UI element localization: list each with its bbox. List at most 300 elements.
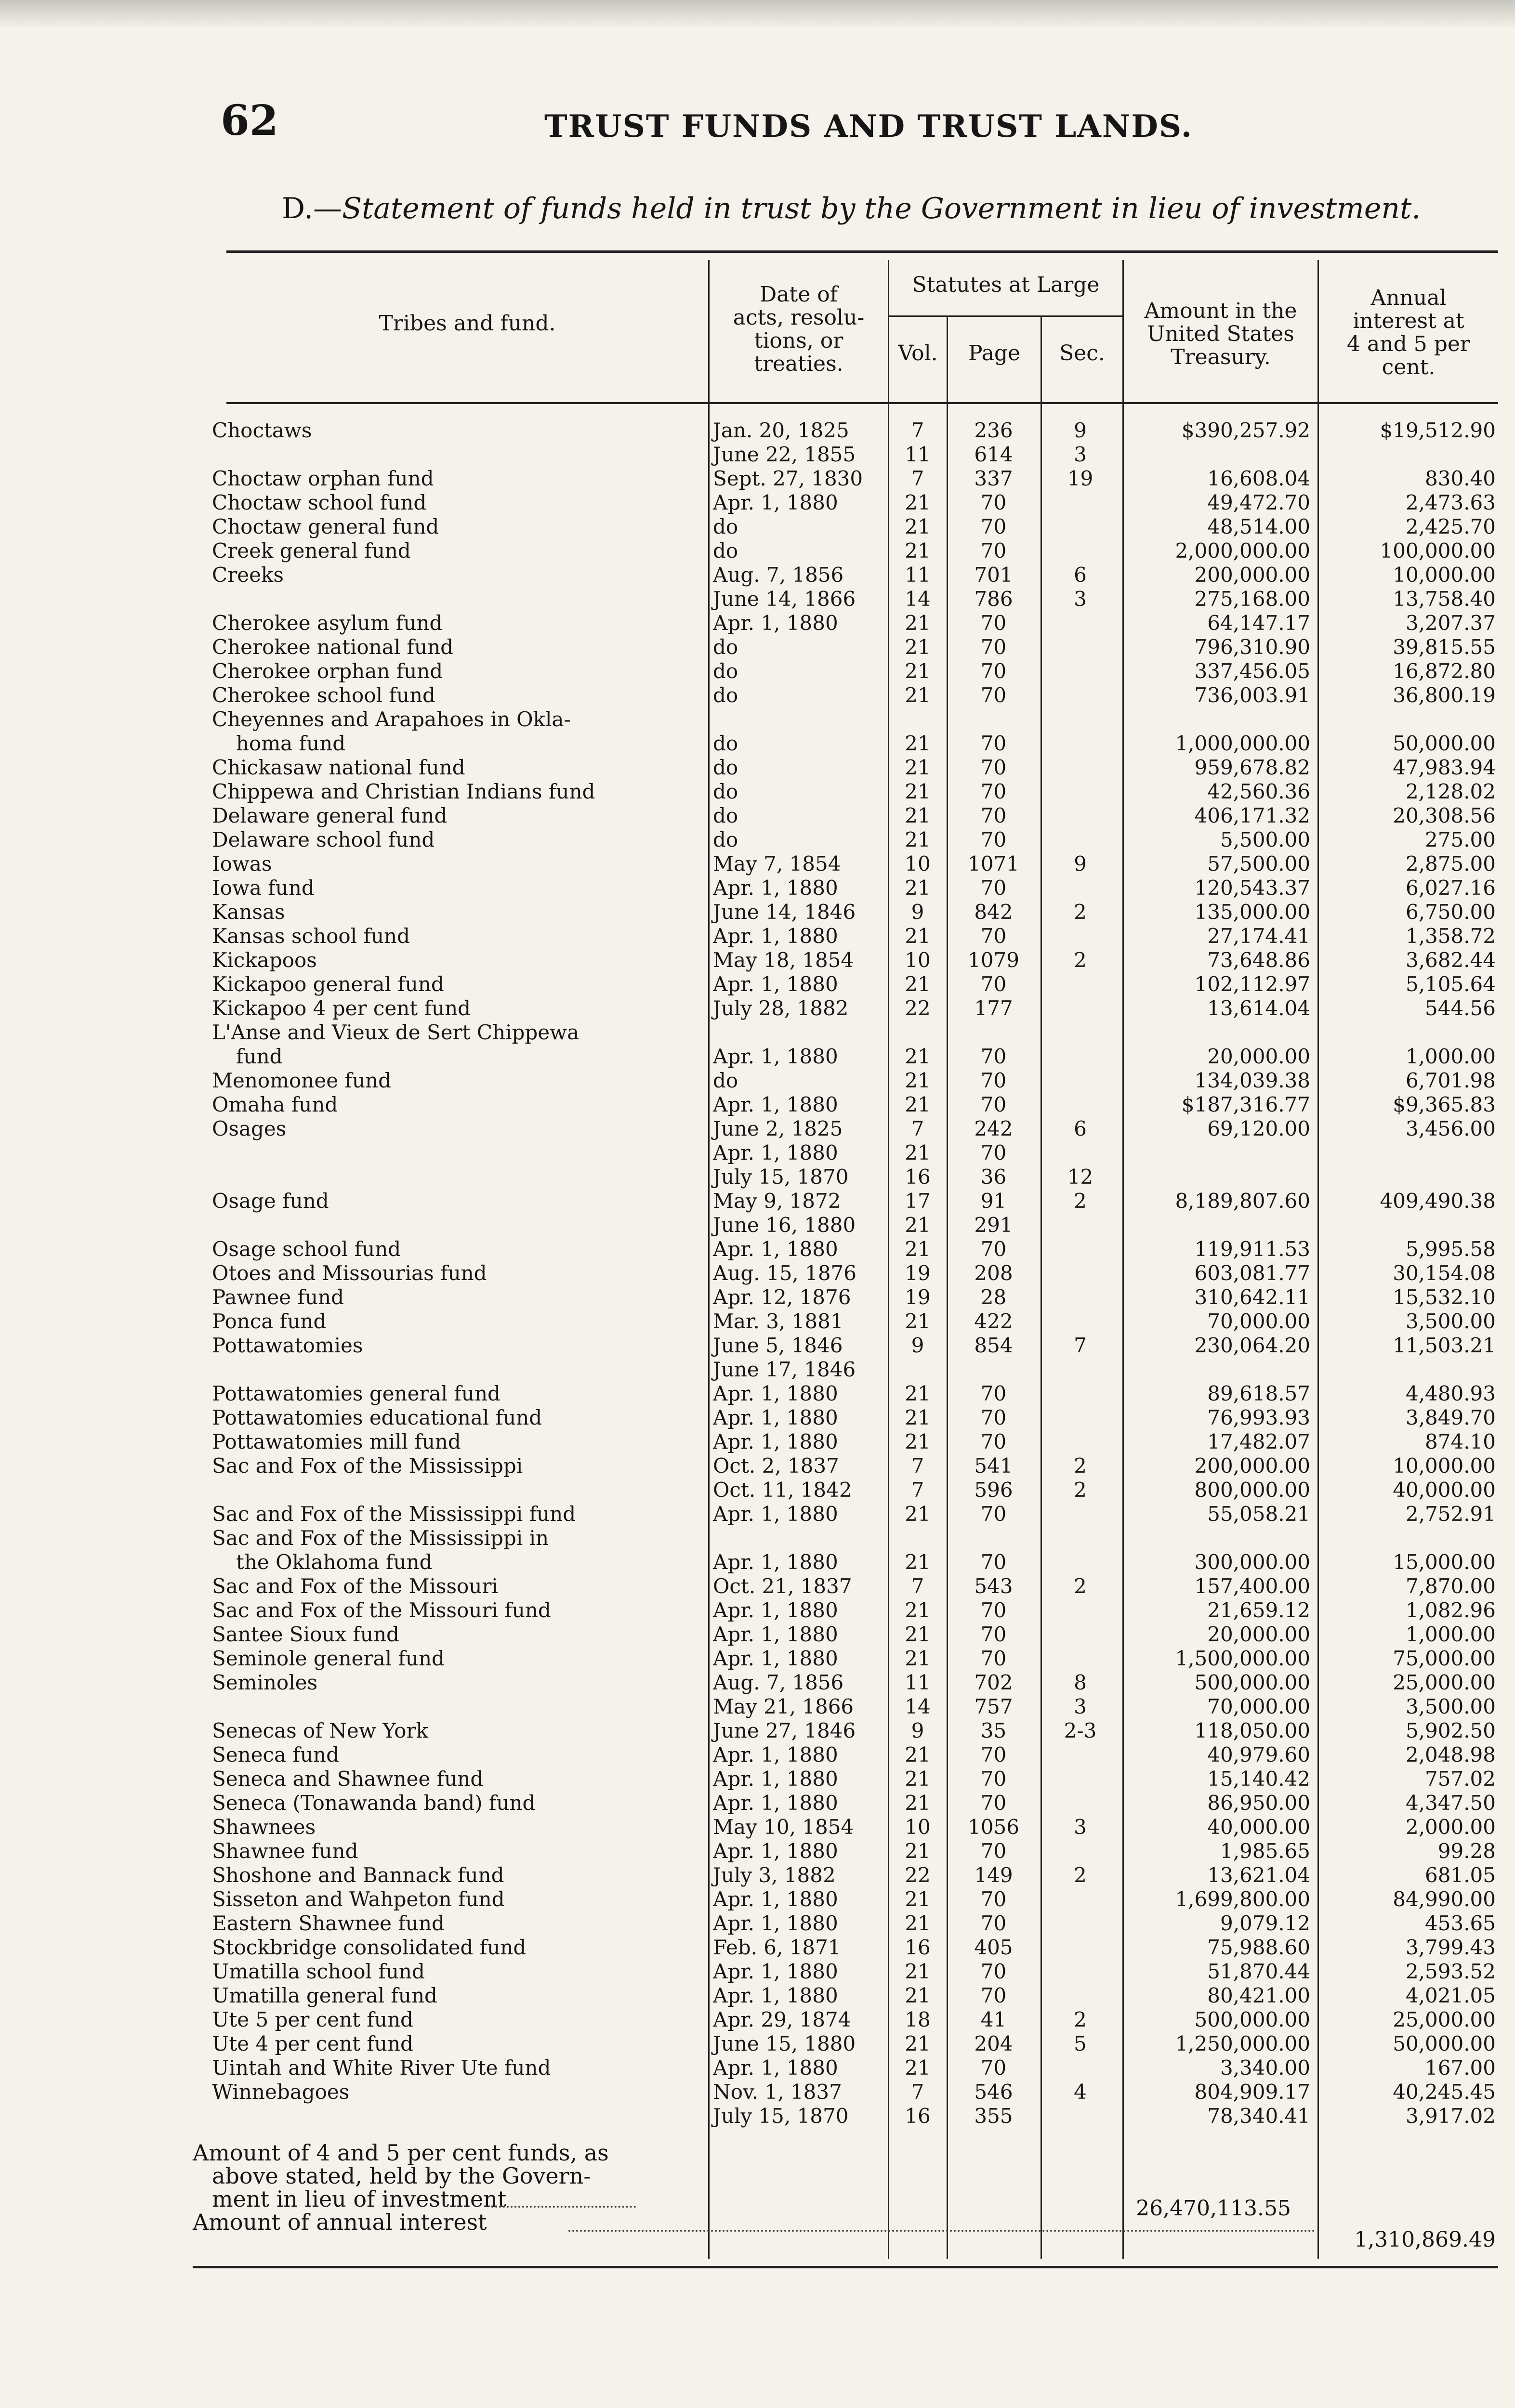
cell-amount: 157,400.00 xyxy=(1194,1574,1310,1598)
cell-page: 405 xyxy=(974,1936,1013,1959)
cell-sec: 2 xyxy=(1074,1189,1087,1213)
header-vol: Vol. xyxy=(898,341,938,366)
cell-amount: 13,621.04 xyxy=(1207,1863,1310,1887)
cell-page: 91 xyxy=(980,1189,1007,1213)
cell-tribe-fund: Sac and Fox of the Missouri xyxy=(212,1575,498,1598)
table-row xyxy=(0,1936,1515,1960)
cell-sec: 9 xyxy=(1074,852,1087,876)
cell-date: Apr. 1, 1880 xyxy=(713,1406,838,1429)
cell-interest: $9,365.83 xyxy=(1393,1093,1496,1116)
cell-amount: 736,003.91 xyxy=(1194,683,1310,707)
table-row xyxy=(0,1912,1515,1936)
cell-date: Nov. 1, 1837 xyxy=(713,2080,842,2104)
cell-page: 70 xyxy=(980,1887,1007,1911)
cell-interest: 7,870.00 xyxy=(1405,1574,1496,1598)
cell-tribe-fund: Pottawatomies educational fund xyxy=(212,1406,542,1429)
cell-amount: 275,168.00 xyxy=(1194,587,1310,611)
cell-tribe-fund: Choctaws xyxy=(212,419,312,442)
cell-tribe-fund: Shawnees xyxy=(212,1816,316,1839)
cell-interest: 100,000.00 xyxy=(1380,539,1496,563)
header-interest-l1: Annual xyxy=(1370,286,1447,310)
table-row xyxy=(0,1503,1515,1527)
cell-tribe-fund: Delaware general fund xyxy=(212,804,448,827)
cell-interest: 25,000.00 xyxy=(1393,2008,1496,2031)
cell-date: Oct. 11, 1842 xyxy=(713,1478,852,1502)
cell-vol: 10 xyxy=(905,1815,931,1839)
cell-tribe-fund: Eastern Shawnee fund xyxy=(212,1912,445,1935)
cell-interest: 4,480.93 xyxy=(1405,1382,1496,1405)
cell-page: 70 xyxy=(980,1647,1007,1670)
cell-interest: 3,500.00 xyxy=(1405,1309,1496,1333)
cell-date: Apr. 1, 1880 xyxy=(713,1839,838,1863)
cell-tribe-fund: Kansas xyxy=(212,901,285,924)
table-row xyxy=(0,2008,1515,2032)
table-row xyxy=(0,491,1515,515)
cell-date: Apr. 1, 1880 xyxy=(713,1887,838,1911)
cell-amount: $187,316.77 xyxy=(1181,1093,1310,1116)
table-row xyxy=(0,1719,1515,1743)
cell-page: 596 xyxy=(974,1478,1013,1502)
table-row xyxy=(0,636,1515,660)
cell-page: 35 xyxy=(980,1719,1007,1742)
cell-amount: 13,614.04 xyxy=(1207,996,1310,1020)
cell-tribe-fund: Kickapoo 4 per cent fund xyxy=(212,997,471,1020)
table-row xyxy=(0,1864,1515,1888)
cell-sec: 3 xyxy=(1074,1695,1087,1718)
cell-vol: 21 xyxy=(905,2032,931,2055)
cell-amount: 118,050.00 xyxy=(1194,1719,1310,1742)
cell-interest: 3,917.02 xyxy=(1405,2104,1496,2128)
cell-tribe-fund: Omaha fund xyxy=(212,1093,338,1116)
cell-vol: 21 xyxy=(905,828,931,851)
total-label-l3: ment in lieu of investment xyxy=(212,2186,507,2212)
cell-amount: 200,000.00 xyxy=(1194,563,1310,587)
cell-sec: 6 xyxy=(1074,563,1087,587)
cell-sec: 2 xyxy=(1074,900,1087,924)
table-row xyxy=(0,1141,1515,1165)
cell-interest: 409,490.38 xyxy=(1380,1189,1496,1213)
table-row xyxy=(0,708,1515,732)
cell-amount: $390,257.92 xyxy=(1181,419,1310,442)
table-row xyxy=(0,1984,1515,2008)
table-row xyxy=(0,1792,1515,1816)
cell-amount: 603,081.77 xyxy=(1194,1261,1310,1285)
cell-vol: 21 xyxy=(905,2056,931,2080)
cell-page: 70 xyxy=(980,780,1007,803)
header-date-l3: tions, or xyxy=(754,328,843,353)
cell-page: 70 xyxy=(980,1045,1007,1068)
cell-tribe-fund: Otoes and Missourias fund xyxy=(212,1262,487,1285)
cell-page: 36 xyxy=(980,1165,1007,1189)
cell-vol: 21 xyxy=(905,732,931,755)
cell-tribe-fund: Uintah and White River Ute fund xyxy=(212,2056,551,2080)
table-row xyxy=(0,2056,1515,2081)
cell-vol: 21 xyxy=(905,1069,931,1092)
table-row xyxy=(0,1238,1515,1262)
cell-vol: 21 xyxy=(905,756,931,779)
cell-tribe-fund: Cherokee orphan fund xyxy=(212,660,443,683)
table-row xyxy=(0,828,1515,852)
cell-tribe-fund: Chippewa and Christian Indians fund xyxy=(212,780,595,803)
cell-date: Apr. 29, 1874 xyxy=(713,2008,851,2031)
table-row xyxy=(0,1575,1515,1599)
cell-date: Apr. 1, 1880 xyxy=(713,972,838,996)
cell-interest: 3,207.37 xyxy=(1405,611,1496,635)
cell-tribe-fund: Seminoles xyxy=(212,1671,318,1694)
cell-date: Apr. 1, 1880 xyxy=(713,924,838,948)
cell-amount: 500,000.00 xyxy=(1194,1671,1310,1694)
cell-page: 70 xyxy=(980,1406,1007,1429)
cell-page: 70 xyxy=(980,1502,1007,1526)
table-row xyxy=(0,949,1515,973)
table-row xyxy=(0,1262,1515,1286)
cell-page: 70 xyxy=(980,2056,1007,2080)
table-row xyxy=(0,1069,1515,1093)
cell-amount: 20,000.00 xyxy=(1207,1623,1310,1646)
cell-vol: 21 xyxy=(905,1237,931,1261)
cell-amount: 1,699,800.00 xyxy=(1175,1887,1310,1911)
table-row xyxy=(0,1165,1515,1190)
cell-interest: 50,000.00 xyxy=(1393,2032,1496,2055)
cell-tribe-fund: Osage school fund xyxy=(212,1238,401,1261)
cell-tribe-fund: the Oklahoma fund xyxy=(236,1551,433,1574)
table-row xyxy=(0,1117,1515,1141)
table-row xyxy=(0,1382,1515,1406)
cell-page: 702 xyxy=(974,1671,1013,1694)
cell-tribe-fund: fund xyxy=(236,1045,283,1068)
cell-vol: 11 xyxy=(905,443,931,466)
cell-tribe-fund: Cherokee school fund xyxy=(212,684,435,707)
cell-vol: 16 xyxy=(905,1165,931,1189)
table-row xyxy=(0,1214,1515,1238)
cell-amount: 75,988.60 xyxy=(1207,1936,1310,1959)
cell-tribe-fund: Umatilla school fund xyxy=(212,1960,425,1983)
total-leader-2 xyxy=(568,2230,1315,2232)
cell-interest: 681.05 xyxy=(1425,1863,1496,1887)
table-row xyxy=(0,1334,1515,1358)
cell-date: May 18, 1854 xyxy=(713,948,854,972)
cell-page: 70 xyxy=(980,732,1007,755)
cell-amount: 310,642.11 xyxy=(1194,1285,1310,1309)
cell-date: May 9, 1872 xyxy=(713,1189,841,1213)
cell-date: May 10, 1854 xyxy=(713,1815,854,1839)
table-row xyxy=(0,1671,1515,1695)
cell-page: 70 xyxy=(980,1430,1007,1453)
cell-amount: 796,310.90 xyxy=(1194,635,1310,659)
cell-vol: 7 xyxy=(911,1478,924,1502)
cell-page: 70 xyxy=(980,515,1007,538)
cell-sec: 3 xyxy=(1074,587,1087,611)
table-row xyxy=(0,1093,1515,1117)
cell-tribe-fund: Choctaw general fund xyxy=(212,515,439,538)
cell-amount: 134,039.38 xyxy=(1194,1069,1310,1092)
cell-page: 28 xyxy=(980,1285,1007,1309)
cell-tribe-fund: Kickapoo general fund xyxy=(212,973,444,996)
table-row xyxy=(0,997,1515,1021)
cell-page: 70 xyxy=(980,1069,1007,1092)
header-amount-l3: Treasury. xyxy=(1171,345,1271,369)
cell-page: 204 xyxy=(974,2032,1013,2055)
cell-date: Apr. 1, 1880 xyxy=(713,1237,838,1261)
cell-date: July 3, 1882 xyxy=(713,1863,836,1887)
table-row xyxy=(0,1743,1515,1767)
cell-tribe-fund: Pawnee fund xyxy=(212,1286,344,1309)
cell-interest: 1,082.96 xyxy=(1405,1598,1496,1622)
table-row xyxy=(0,684,1515,708)
cell-vol: 21 xyxy=(905,1767,931,1791)
cell-amount: 1,000,000.00 xyxy=(1175,732,1310,755)
cell-interest: 2,000.00 xyxy=(1405,1815,1496,1839)
cell-tribe-fund: Osages xyxy=(212,1117,287,1140)
cell-amount: 800,000.00 xyxy=(1194,1478,1310,1502)
cell-interest: 874.10 xyxy=(1425,1430,1496,1453)
cell-amount: 406,171.32 xyxy=(1194,804,1310,827)
header-statutes: Statutes at Large xyxy=(912,273,1100,297)
cell-amount: 48,514.00 xyxy=(1207,515,1310,538)
cell-vol: 21 xyxy=(905,1382,931,1405)
cell-tribe-fund: L'Anse and Vieux de Sert Chippewa xyxy=(212,1021,580,1044)
running-head: TRUST FUNDS AND TRUST LANDS. xyxy=(544,108,1193,144)
table-row xyxy=(0,539,1515,563)
cell-amount: 135,000.00 xyxy=(1194,900,1310,924)
cell-tribe-fund: Umatilla general fund xyxy=(212,1984,437,2007)
cell-date: Apr. 1, 1880 xyxy=(713,1382,838,1405)
cell-page: 70 xyxy=(980,1550,1007,1574)
cell-sec: 2-3 xyxy=(1064,1719,1097,1742)
cell-date: May 21, 1866 xyxy=(713,1695,854,1718)
cell-vol: 16 xyxy=(905,2104,931,2128)
cell-amount: 42,560.36 xyxy=(1207,780,1310,803)
cell-interest: 15,000.00 xyxy=(1393,1550,1496,1574)
cell-tribe-fund: Shoshone and Bannack fund xyxy=(212,1864,504,1887)
cell-interest: 3,456.00 xyxy=(1405,1117,1496,1140)
cell-interest: 50,000.00 xyxy=(1393,732,1496,755)
table-row xyxy=(0,1623,1515,1647)
cell-vol: 7 xyxy=(911,419,924,442)
cell-vol: 21 xyxy=(905,1598,931,1622)
cell-amount: 230,064.20 xyxy=(1194,1334,1310,1357)
cell-vol: 22 xyxy=(905,1863,931,1887)
cell-interest: 30,154.08 xyxy=(1393,1261,1496,1285)
cell-page: 70 xyxy=(980,611,1007,635)
cell-vol: 22 xyxy=(905,996,931,1020)
cell-amount: 40,000.00 xyxy=(1207,1815,1310,1839)
cell-interest: 275.00 xyxy=(1425,828,1496,851)
cell-date: June 22, 1855 xyxy=(713,443,856,466)
cell-amount: 49,472.70 xyxy=(1207,491,1310,514)
cell-amount: 64,147.17 xyxy=(1207,611,1310,635)
table-row xyxy=(0,612,1515,636)
table-row xyxy=(0,419,1515,443)
cell-vol: 18 xyxy=(905,2008,931,2031)
cell-date: May 7, 1854 xyxy=(713,852,841,876)
cell-sec: 9 xyxy=(1074,419,1087,442)
cell-date: July 15, 1870 xyxy=(713,2104,849,2128)
cell-tribe-fund: Sac and Fox of the Missouri fund xyxy=(212,1599,551,1622)
cell-page: 70 xyxy=(980,1623,1007,1646)
table-row xyxy=(0,515,1515,539)
cell-vol: 7 xyxy=(911,1574,924,1598)
page-number: 62 xyxy=(221,96,278,145)
cell-vol: 21 xyxy=(905,876,931,900)
cell-date: June 2, 1825 xyxy=(713,1117,843,1140)
cell-tribe-fund: Kickapoos xyxy=(212,949,317,972)
cell-interest: 3,849.70 xyxy=(1405,1406,1496,1429)
cell-page: 41 xyxy=(980,2008,1007,2031)
cell-page: 70 xyxy=(980,1767,1007,1791)
cell-sec: 2 xyxy=(1074,2008,1087,2031)
header-page: Page xyxy=(968,341,1021,366)
cell-interest: 6,027.16 xyxy=(1405,876,1496,900)
cell-tribe-fund: Cherokee national fund xyxy=(212,636,454,659)
cell-amount: 9,079.12 xyxy=(1220,1911,1310,1935)
cell-sec: 5 xyxy=(1074,2032,1087,2055)
table-row xyxy=(0,2105,1515,2129)
cell-page: 70 xyxy=(980,1382,1007,1405)
cell-amount: 27,174.41 xyxy=(1207,924,1310,948)
cell-amount: 804,909.17 xyxy=(1194,2080,1310,2104)
cell-page: 70 xyxy=(980,972,1007,996)
table-row xyxy=(0,1599,1515,1623)
table-row xyxy=(0,1310,1515,1334)
cell-amount: 76,993.93 xyxy=(1207,1406,1310,1429)
cell-vol: 21 xyxy=(905,659,931,683)
cell-tribe-fund: Cheyennes and Arapahoes in Okla- xyxy=(212,708,571,731)
header-sec: Sec. xyxy=(1059,341,1105,366)
header-date-l1: Date of xyxy=(760,282,838,307)
table-row xyxy=(0,1454,1515,1479)
cell-page: 70 xyxy=(980,1839,1007,1863)
cell-sec: 2 xyxy=(1074,1478,1087,1502)
cell-date: Apr. 1, 1880 xyxy=(713,1984,838,2007)
cell-tribe-fund: Seneca and Shawnee fund xyxy=(212,1767,484,1791)
cell-amount: 73,648.86 xyxy=(1207,948,1310,972)
cell-interest: 5,105.64 xyxy=(1405,972,1496,996)
table-row xyxy=(0,1888,1515,1912)
cell-interest: 3,500.00 xyxy=(1405,1695,1496,1718)
cell-vol: 21 xyxy=(905,683,931,707)
cell-vol: 21 xyxy=(905,1430,931,1453)
cell-date: Oct. 2, 1837 xyxy=(713,1454,839,1478)
cell-date: Apr. 1, 1880 xyxy=(713,2056,838,2080)
table-row xyxy=(0,1960,1515,1984)
cell-interest: 20,308.56 xyxy=(1393,804,1496,827)
cell-date: do xyxy=(713,635,738,659)
header-date-l4: treaties. xyxy=(754,352,843,376)
cell-date: Apr. 1, 1880 xyxy=(713,1045,838,1068)
cell-amount: 15,140.42 xyxy=(1207,1767,1310,1791)
cell-tribe-fund: Sac and Fox of the Mississippi in xyxy=(212,1527,549,1550)
cell-amount: 500,000.00 xyxy=(1194,2008,1310,2031)
cell-tribe-fund: Pottawatomies mill fund xyxy=(212,1430,461,1453)
cell-tribe-fund: Ponca fund xyxy=(212,1310,327,1333)
header-interest-l4: cent. xyxy=(1382,355,1436,380)
cell-sec: 2 xyxy=(1074,1454,1087,1478)
cell-vol: 21 xyxy=(905,1791,931,1815)
cell-page: 355 xyxy=(974,2104,1013,2128)
cell-vol: 21 xyxy=(905,972,931,996)
cell-date: Mar. 3, 1881 xyxy=(713,1309,843,1333)
cell-interest: 13,758.40 xyxy=(1393,587,1496,611)
table-row xyxy=(0,588,1515,612)
cell-vol: 21 xyxy=(905,1839,931,1863)
cell-page: 786 xyxy=(974,587,1013,611)
cell-tribe-fund: Delaware school fund xyxy=(212,828,435,851)
cell-date: do xyxy=(713,780,738,803)
cell-page: 70 xyxy=(980,1093,1007,1116)
cell-tribe-fund: Sac and Fox of the Mississippi fund xyxy=(212,1503,576,1526)
cell-tribe-fund: Kansas school fund xyxy=(212,925,410,948)
cell-page: 70 xyxy=(980,539,1007,563)
total-label-l2: above stated, held by the Govern- xyxy=(212,2163,591,2189)
table-row xyxy=(0,732,1515,756)
cell-page: 70 xyxy=(980,659,1007,683)
table-row xyxy=(0,1190,1515,1214)
cell-page: 70 xyxy=(980,1237,1007,1261)
cell-date: June 14, 1866 xyxy=(713,587,856,611)
cell-page: 70 xyxy=(980,491,1007,514)
header-interest-l2: interest at xyxy=(1353,309,1464,333)
cell-interest: 40,245.45 xyxy=(1393,2080,1496,2104)
cell-interest: 47,983.94 xyxy=(1393,756,1496,779)
cell-date: Oct. 21, 1837 xyxy=(713,1574,852,1598)
cell-interest: 6,701.98 xyxy=(1405,1069,1496,1092)
cell-sec: 8 xyxy=(1074,1671,1087,1694)
cell-amount: 21,659.12 xyxy=(1207,1598,1310,1622)
cell-tribe-fund: Pottawatomies xyxy=(212,1334,363,1357)
cell-sec: 3 xyxy=(1074,1815,1087,1839)
cell-vol: 10 xyxy=(905,852,931,876)
cell-page: 614 xyxy=(974,443,1013,466)
table-row xyxy=(0,443,1515,467)
cell-date: Aug. 15, 1876 xyxy=(713,1261,856,1285)
cell-vol: 21 xyxy=(905,1141,931,1165)
cell-vol: 7 xyxy=(911,2080,924,2104)
total-label-l1: Amount of 4 and 5 per cent funds, as xyxy=(193,2140,609,2166)
cell-vol: 19 xyxy=(905,1285,931,1309)
cell-interest: 2,593.52 xyxy=(1405,1960,1496,1983)
cell-tribe-fund: Choctaw school fund xyxy=(212,491,427,514)
header-amount-l1: Amount in the xyxy=(1144,299,1297,323)
table-row xyxy=(0,1551,1515,1575)
cell-interest: 2,048.98 xyxy=(1405,1743,1496,1767)
cell-vol: 21 xyxy=(905,1406,931,1429)
cell-interest: 40,000.00 xyxy=(1393,1478,1496,1502)
cell-vol: 21 xyxy=(905,515,931,538)
cell-date: do xyxy=(713,659,738,683)
cell-sec: 6 xyxy=(1074,1117,1087,1140)
cell-interest: 4,021.05 xyxy=(1405,1984,1496,2007)
cell-tribe-fund: Ute 5 per cent fund xyxy=(212,2008,413,2031)
header-tribes: Tribes and fund. xyxy=(379,311,556,336)
cell-vol: 21 xyxy=(905,611,931,635)
cell-amount: 8,189,807.60 xyxy=(1175,1189,1310,1213)
cell-page: 70 xyxy=(980,1960,1007,1983)
cell-amount: 20,000.00 xyxy=(1207,1045,1310,1068)
table-row xyxy=(0,1021,1515,1045)
cell-interest: 36,800.19 xyxy=(1393,683,1496,707)
cell-page: 70 xyxy=(980,804,1007,827)
cell-page: 70 xyxy=(980,1984,1007,2007)
cell-interest: 2,875.00 xyxy=(1405,852,1496,876)
cell-page: 757 xyxy=(974,1695,1013,1718)
cell-date: Aug. 7, 1856 xyxy=(713,563,844,587)
cell-date: June 5, 1846 xyxy=(713,1334,843,1357)
table-row xyxy=(0,925,1515,949)
cell-vol: 9 xyxy=(911,1719,924,1742)
cell-date: Apr. 1, 1880 xyxy=(713,491,838,514)
cell-vol: 21 xyxy=(905,1887,931,1911)
